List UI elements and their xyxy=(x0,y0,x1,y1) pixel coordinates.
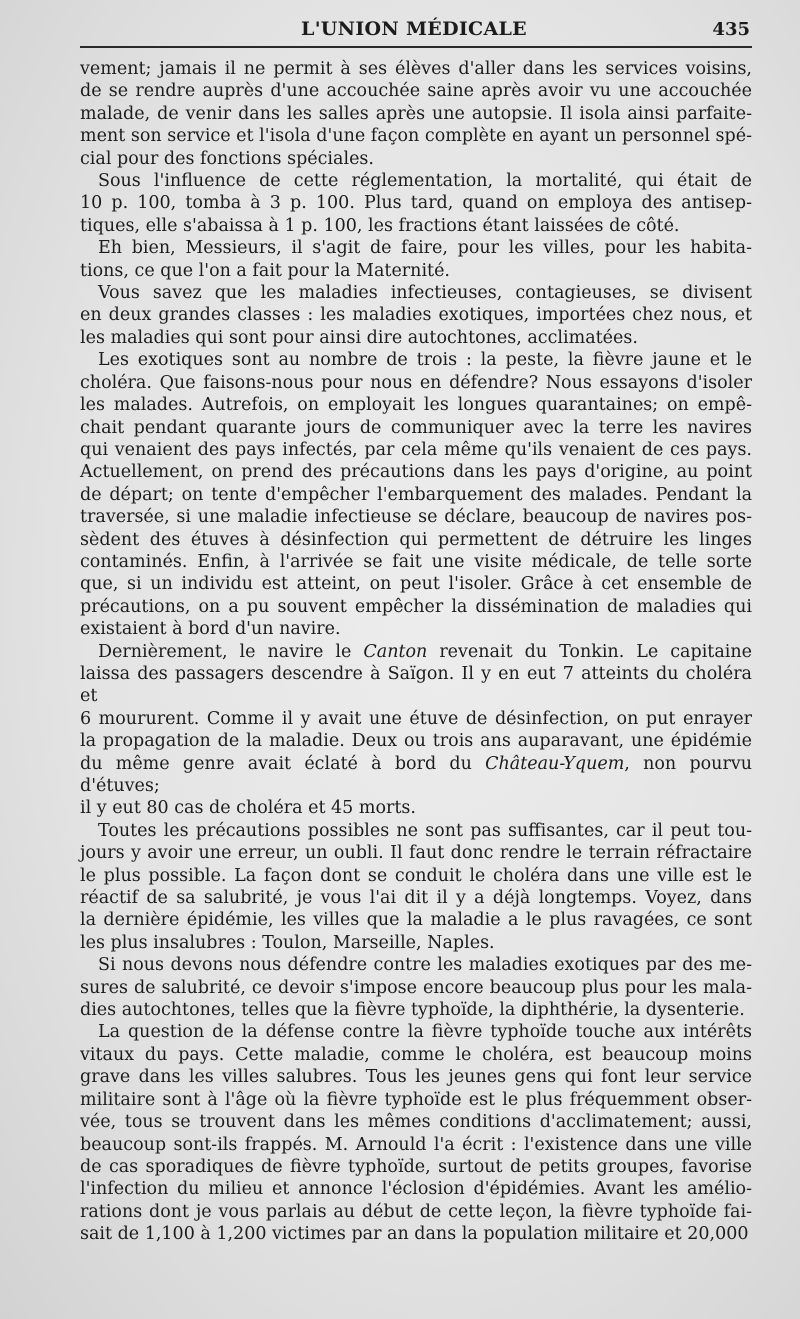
paragraph xyxy=(80,58,752,170)
text-line: de se rendre auprès d'une accouchée saine après avoir vu une accouchée xyxy=(80,81,752,102)
text-line: vitaux du pays. Cette maladie, comme le choléra, est beaucoup moins xyxy=(80,1044,752,1065)
text-line: militaire sont à l'âge où la fièvre typhoïde est le plus fréquemment obser- xyxy=(80,1089,752,1110)
text-line: sèdent des étuves à désinfection qui permettent de détruire les linges xyxy=(80,529,752,550)
paragraph xyxy=(80,237,752,282)
page-header xyxy=(78,14,750,46)
text-line: l'infection du milieu et annonce l'éclosion d'épidémies. Avant les amélio- xyxy=(80,1179,752,1200)
text-line: Dernièrement, le navire le Canton revenait du Tonkin. Le capitaine xyxy=(98,641,752,662)
text-line: la propagation de la maladie. Deux ou trois ans auparavant, une épidémie xyxy=(80,731,752,752)
text-line: tions, ce que l'on a fait pour la Maternité. xyxy=(80,260,450,281)
text-line: 10 p. 100, tomba à 3 p. 100. Plus tard, quand on employa des antisep- xyxy=(80,193,752,214)
paragraph xyxy=(80,641,752,820)
text-line: le plus possible. La façon dont se conduit le choléra dans une ville est le xyxy=(80,865,752,886)
text-line: du même genre avait éclaté à bord du Château-Yquem, non pourvu d'étuves; xyxy=(80,753,752,796)
text-line: vée, tous se trouvent dans les mêmes conditions d'acclimatement; aussi, xyxy=(80,1112,752,1133)
text-line: beaucoup sont-ils frappés. M. Arnould l'a écrit : l'existence dans une ville xyxy=(80,1134,752,1155)
text-line: cial pour des fonctions spéciales. xyxy=(80,148,374,169)
running-title: L'UNION MÉDICALE xyxy=(301,18,527,40)
text-line: Vous savez que les maladies infectieuses, contagieuses, se divisent xyxy=(98,283,752,304)
text-line: Eh bien, Messieurs, il s'agit de faire, pour les villes, pour les habita- xyxy=(98,238,752,259)
text-line: que, si un individu est atteint, on peut l'isoler. Grâce à cet ensemble de xyxy=(80,574,752,595)
text-line: Les exotiques sont au nombre de trois : la peste, la fièvre jaune et le xyxy=(98,350,752,371)
paragraph xyxy=(80,820,752,954)
text-line: rations dont je vous parlais au début de cette leçon, la fièvre typhoïde fai- xyxy=(80,1201,752,1222)
text-line: choléra. Que faisons-nous pour nous en défendre? Nous essayons d'isoler xyxy=(80,372,752,393)
paragraph xyxy=(80,282,752,349)
text-line: contaminés. Enfin, à l'arrivée se fait une visite médicale, de telle sorte xyxy=(80,551,752,572)
text-line: réactif de sa salubrité, je vous l'ai dit il y a déjà longtemps. Voyez, dans xyxy=(80,888,752,909)
text-line: les plus insalubres : Toulon, Marseille, Naples. xyxy=(80,932,495,953)
paragraph xyxy=(80,349,752,640)
text-line: sures de salubrité, ce devoir s'impose encore beaucoup plus pour les mala- xyxy=(80,977,752,998)
body-text xyxy=(80,58,752,1246)
text-line: vement; jamais il ne permit à ses élèves d'aller dans les services voisins, xyxy=(80,59,752,79)
text-line: La question de la défense contre la fièvre typhoïde touche aux intérêts xyxy=(98,1022,752,1043)
text-line: traversée, si une maladie infectieuse se déclare, beaucoup de navires pos- xyxy=(80,507,752,528)
text-line: de départ; on tente d'empêcher l'embarquement des malades. Pendant la xyxy=(80,484,752,505)
text-line: ment son service et l'isola d'une façon complète en ayant un personnel spé- xyxy=(80,126,752,147)
text-line: Actuellement, on prend des précautions dans les pays d'origine, au point xyxy=(80,462,752,483)
text-line: en deux grandes classes : les maladies exotiques, importées chez nous, et xyxy=(80,305,752,326)
text-line: Si nous devons nous défendre contre les maladies exotiques par des me- xyxy=(98,955,752,976)
text-line: les malades. Autrefois, on employait les longues quarantaines; on empê- xyxy=(80,395,752,416)
text-line: les maladies qui sont pour ainsi dire autochtones, acclimatées. xyxy=(80,327,638,348)
text-line: la dernière épidémie, les villes que la maladie a le plus ravagées, ce sont xyxy=(80,910,752,931)
text-line: chait pendant quarante jours de communiquer avec la terre les navires xyxy=(80,417,752,438)
text-line: sait de 1,100 à 1,200 victimes par an dans la population militaire et 20,000 xyxy=(80,1224,749,1245)
text-line: dies autochtones, telles que la fièvre typhoïde, la diphthérie, la dysenterie. xyxy=(80,1000,745,1021)
page-number: 435 xyxy=(712,19,750,40)
paragraph xyxy=(80,1021,752,1245)
text-line: Toutes les précautions possibles ne sont pas suffisantes, car il peut tou- xyxy=(98,820,752,841)
paragraph xyxy=(80,170,752,237)
text-line: tiques, elle s'abaissa à 1 p. 100, les fractions étant laissées de côté. xyxy=(80,215,680,236)
text-line: laissa des passagers descendre à Saïgon. Il y en eut 7 atteints du choléra et xyxy=(80,663,752,707)
text-line: existaient à bord d'un navire. xyxy=(80,619,341,640)
text-line: précautions, on a pu souvent empêcher la dissémination de maladies qui xyxy=(80,596,752,617)
text-line: qui venaient des pays infectés, par cela même qu'ils venaient de ces pays. xyxy=(80,439,752,460)
text-line: il y eut 80 cas de choléra et 45 morts. xyxy=(80,798,416,819)
text-line: de cas sporadiques de fièvre typhoïde, surtout de petits groupes, favorise xyxy=(80,1156,752,1177)
text-line: 6 moururent. Comme il y avait une étuve de désinfection, on put enrayer xyxy=(80,708,752,729)
text-line: malade, de venir dans les salles après une autopsie. Il isola ainsi parfaite- xyxy=(80,103,752,124)
text-line: grave dans les villes salubres. Tous les jeunes gens qui font leur service xyxy=(80,1067,752,1088)
paragraph xyxy=(80,954,752,1021)
header-rule xyxy=(80,46,752,48)
text-line: Sous l'influence de cette réglementation, la mortalité, qui était de xyxy=(98,171,752,192)
text-line: jours y avoir une erreur, un oubli. Il faut donc rendre le terrain réfractaire xyxy=(80,843,752,864)
